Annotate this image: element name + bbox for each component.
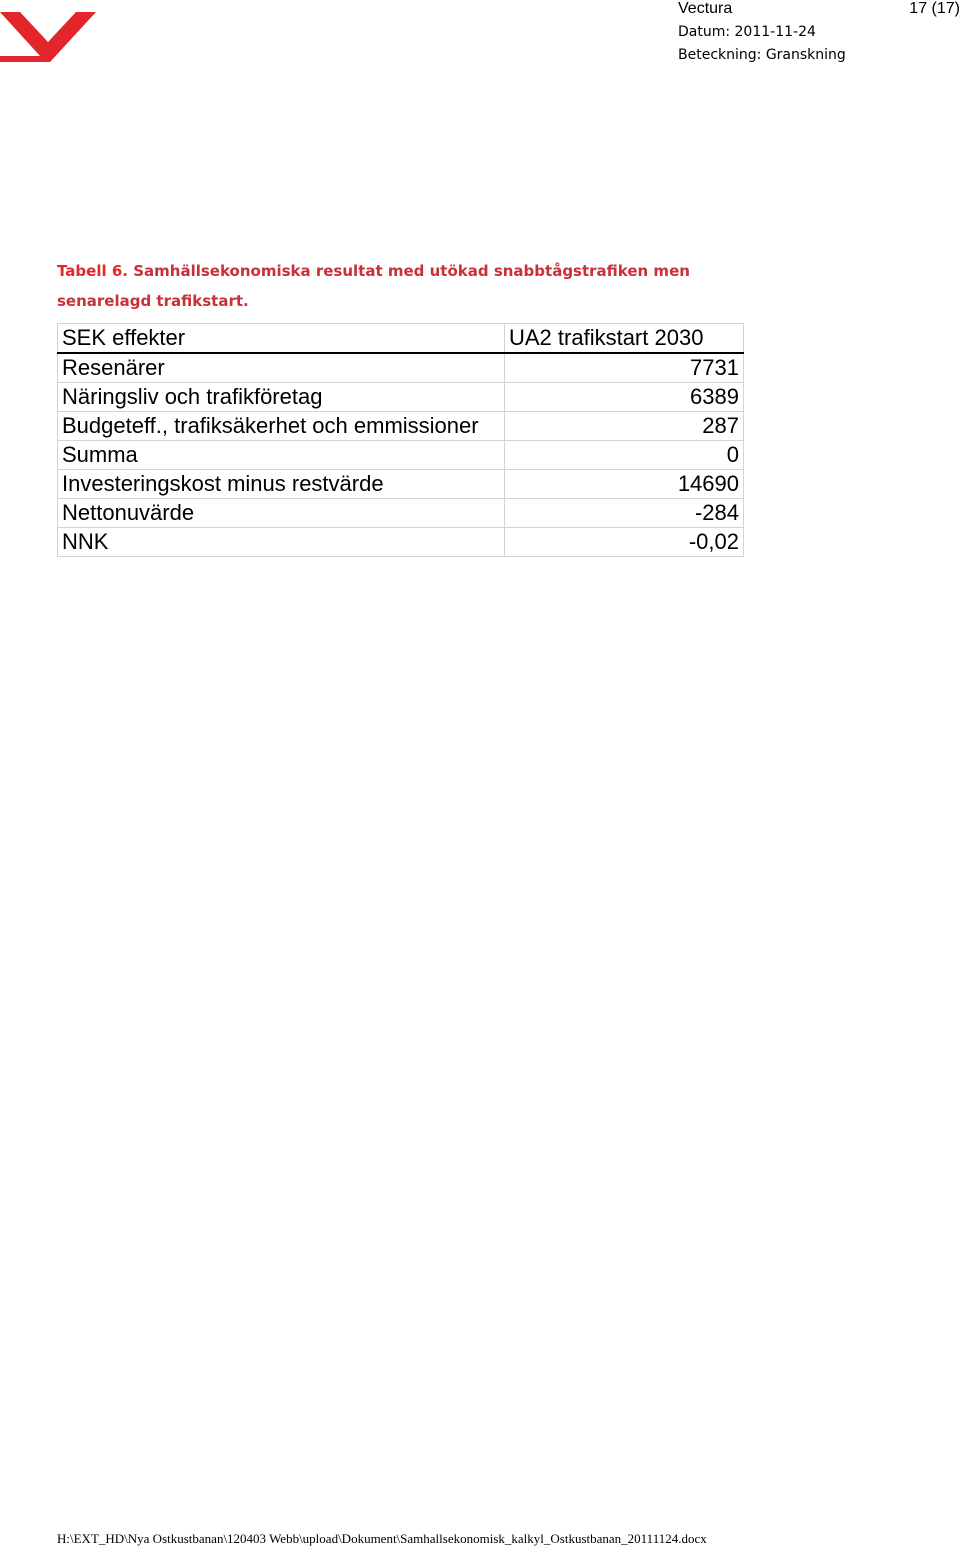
caption-label: Tabell 6. [57, 262, 128, 280]
column-header-effects: SEK effekter [58, 324, 505, 354]
table-row [58, 412, 744, 441]
results-table [57, 323, 744, 557]
row-value: 14690 [505, 470, 744, 499]
table-row [58, 441, 744, 470]
row-value: 0 [505, 441, 744, 470]
table-row [58, 383, 744, 412]
row-label: Nettonuvärde [58, 499, 505, 528]
vectura-logo-icon [0, 12, 100, 66]
row-label: NNK [58, 528, 505, 557]
row-value: 6389 [505, 383, 744, 412]
row-label: Budgeteff., trafiksäkerhet och emmissioner [58, 412, 505, 441]
organization-name: Vectura [678, 0, 733, 17]
footer-file-path: H:\EXT_HD\Nya Ostkustbanan\120403 Webb\upload\Dokument\Samhallsekonomisk_kalkyl_Ostkustbanan_20111124.docx [57, 1531, 707, 1546]
table-row [58, 470, 744, 499]
row-label: Näringsliv och trafikföretag [58, 383, 505, 412]
table-caption [57, 256, 757, 316]
table-row [58, 499, 744, 528]
table-row [58, 528, 744, 557]
row-value: 287 [505, 412, 744, 441]
document-reference: Beteckning: Granskning [678, 47, 846, 63]
table-row [58, 353, 744, 383]
row-value: -0,02 [505, 528, 744, 557]
row-value: -284 [505, 499, 744, 528]
table-header-row [58, 324, 744, 354]
row-value: 7731 [505, 353, 744, 383]
row-label: Resenärer [58, 353, 505, 383]
page-number: 17 (17) [909, 0, 960, 17]
row-label: Summa [58, 441, 505, 470]
column-header-scenario: UA2 trafikstart 2030 [505, 324, 744, 354]
document-date: Datum: 2011-11-24 [678, 24, 816, 40]
row-label: Investeringskost minus restvärde [58, 470, 505, 499]
caption-text: Samhällsekonomiska resultat med utökad snabbtågstrafiken men senarelagd trafikstart. [57, 262, 690, 310]
